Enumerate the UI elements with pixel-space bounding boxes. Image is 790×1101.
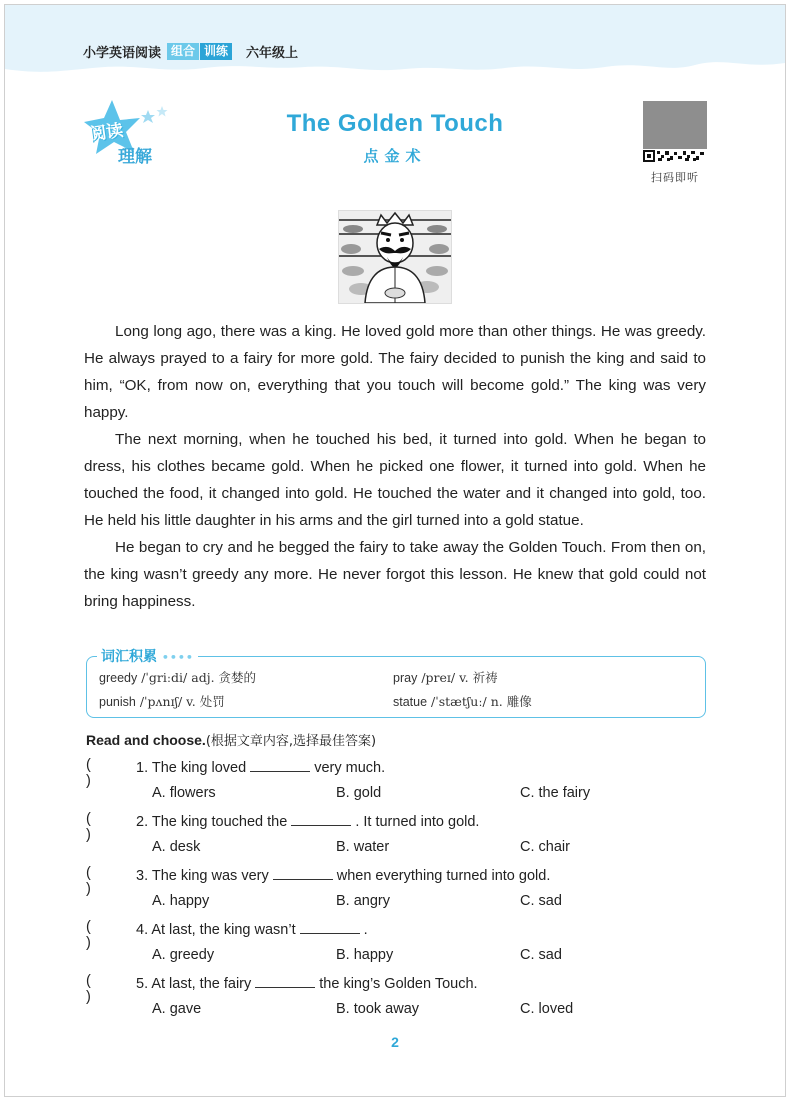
option-b[interactable]: B. water: [336, 839, 390, 855]
answer-bracket[interactable]: ( ): [86, 811, 91, 843]
answer-blank: [291, 811, 351, 826]
qr-code-icon[interactable]: [643, 101, 707, 149]
answer-bracket[interactable]: ( ): [86, 757, 91, 789]
qr-code-block[interactable]: [643, 101, 707, 185]
option-a[interactable]: A. greedy: [152, 947, 215, 963]
answer-blank: [273, 865, 333, 880]
logo-text-understand: 理解: [118, 147, 152, 167]
option-a[interactable]: A. gave: [152, 1001, 202, 1017]
option-c[interactable]: C. sad: [520, 947, 562, 963]
option-b[interactable]: B. angry: [336, 893, 390, 909]
answer-bracket[interactable]: ( ): [86, 973, 91, 1005]
qr-label: 扫码即听: [651, 171, 699, 184]
vocabulary-box: [86, 649, 706, 718]
running-header: [83, 42, 298, 61]
passage-paragraph-3: He began to cry and he begged the fairy to take away the Golden Touch. From then on, the king wasn’t greedy any more. He never forgot this lesson. He knew that gold could not bring happiness.: [84, 539, 706, 610]
question-number: 2.: [136, 814, 149, 830]
page-subtitle: 点金术: [363, 147, 427, 165]
option-b[interactable]: B. gold: [336, 785, 382, 801]
logo-text-read: 阅读: [88, 120, 125, 146]
instruction-english: Read and choose.: [86, 732, 206, 748]
answer-bracket[interactable]: ( ): [86, 919, 91, 951]
option-c[interactable]: C. sad: [520, 893, 562, 909]
vocab-detail: /ˈstætʃuː/ n. 雕像: [431, 694, 532, 709]
question-stem: The king was very: [151, 868, 269, 884]
king-illustration: [338, 210, 452, 304]
option-b[interactable]: B. took away: [336, 1001, 420, 1017]
answer-blank: [255, 973, 315, 988]
question-stem-end: when everything turned into gold.: [336, 868, 551, 884]
question-stem-end: very much.: [314, 760, 386, 776]
question-stem-end: the king’s Golden Touch.: [319, 976, 478, 992]
vocabulary-title-text: 词汇积累: [101, 649, 157, 665]
question-number: 4.: [136, 922, 149, 938]
vocabulary-title: 词汇积累 ••••: [97, 646, 198, 666]
question-text: [136, 919, 368, 938]
passage-paragraph-1: Long long ago, there was a king. He loved gold more than other things. He was greedy. He always prayed to a fairy for more gold. The fairy decided to punish the king and said to him, “OK, from now on, everything that you touch will become gold.” The king was very happy.: [84, 323, 706, 421]
vocab-detail: /ˈgriːdi/ adj. 贪婪的: [141, 670, 257, 685]
question-stem-end: .: [363, 922, 368, 938]
king-icon: [339, 211, 451, 303]
answer-blank: [250, 757, 310, 772]
instruction-chinese: (根据文章内容,选择最佳答案): [205, 734, 377, 749]
option-a[interactable]: A. desk: [152, 839, 201, 855]
question-text: [136, 757, 385, 776]
passage-paragraph-2: The next morning, when he touched his bed, it turned into gold. When he began to dress, his clothes became gold. When he picked one flower, it turned into gold. When he touched the food, it changed into gold. He touched the water and it changed into gold, too. He held his little daughter in his arms and the girl turned into a gold statue.: [84, 431, 706, 529]
question-number: 5.: [136, 976, 149, 992]
vocab-item-pray: [393, 668, 498, 686]
header-tag-training: 训练: [200, 43, 232, 60]
option-c[interactable]: C. loved: [520, 1001, 574, 1017]
question-stem: The king touched the: [151, 814, 288, 830]
option-a[interactable]: A. flowers: [152, 785, 216, 801]
vocab-word: pray: [393, 671, 418, 685]
vocab-word: greedy: [99, 671, 138, 685]
question-text: [136, 973, 478, 992]
vocab-detail: /ˈpʌnɪʃ/ v. 处罚: [139, 694, 225, 709]
reading-passage: [84, 318, 706, 615]
question-stem: The king loved: [151, 760, 247, 776]
vocab-word: statue: [393, 695, 428, 709]
option-c[interactable]: C. chair: [520, 839, 570, 855]
vocab-item-statue: [393, 692, 532, 710]
option-a[interactable]: A. happy: [152, 893, 210, 909]
option-c[interactable]: C. the fairy: [520, 785, 591, 801]
option-b[interactable]: B. happy: [336, 947, 394, 963]
page-title: The Golden Touch: [286, 110, 504, 137]
vocab-item-punish: [99, 692, 225, 710]
header-tag-combination: 组合: [167, 43, 199, 60]
exercise-instruction: [86, 730, 376, 749]
question-text: [136, 865, 550, 884]
question-text: [136, 811, 479, 830]
question-number: 3.: [136, 868, 149, 884]
series-name: 小学英语阅读: [83, 46, 162, 61]
question-stem-end: . It turned into gold.: [355, 814, 480, 830]
page-number: 2: [391, 1034, 399, 1050]
vocab-word: punish: [99, 695, 136, 709]
vocab-item-greedy: [99, 668, 256, 686]
vocab-detail: /preɪ/ v. 祈祷: [421, 670, 498, 685]
grade-label: 六年级上: [246, 46, 299, 61]
qr-pattern-icon: [643, 150, 705, 162]
question-stem: At last, the king wasn’t: [151, 922, 296, 938]
answer-blank: [300, 919, 360, 934]
answer-bracket[interactable]: ( ): [86, 865, 91, 897]
question-number: 1.: [136, 760, 149, 776]
question-stem: At last, the fairy: [151, 976, 252, 992]
